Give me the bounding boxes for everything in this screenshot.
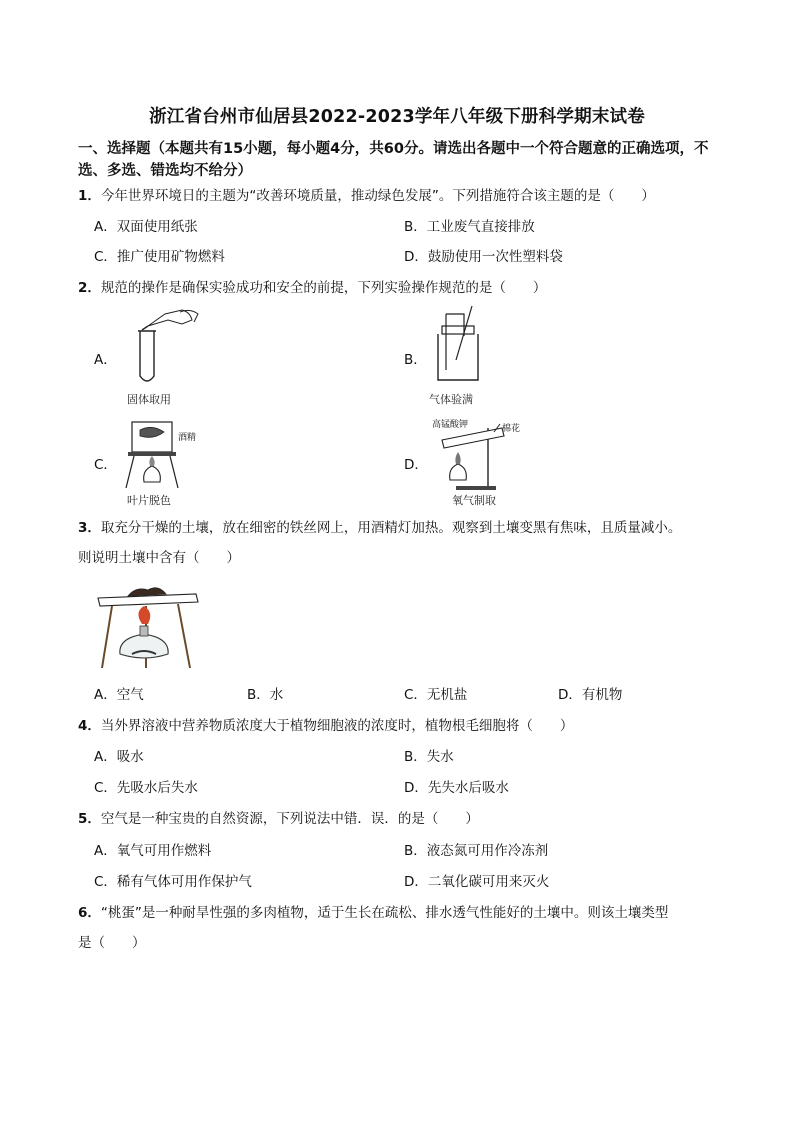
figure-caption: 固体取用 <box>127 393 171 406</box>
option-c[interactable]: C．稀有气体可用作保护气 <box>94 874 252 890</box>
option-c[interactable]: C．推广使用矿物燃料 <box>94 249 225 265</box>
gas-bottle-figure <box>428 306 498 388</box>
leaf-decolor-figure <box>120 416 200 492</box>
question-5 <box>78 809 738 829</box>
question-stem: 取充分干燥的土壤，放在细密的铁丝网上，用酒精灯加热。观察到土壤变黑有焦味，且质量减小。 <box>100 520 682 536</box>
option-d[interactable]: D．有机物 <box>558 687 623 703</box>
question-6-line-2: 是（ ） <box>78 935 146 951</box>
option-a[interactable]: A．空气 <box>94 687 144 703</box>
page-title: 浙江省台州市仙居县2022-2023学年八年级下册科学期末试卷 <box>149 107 645 127</box>
question-2 <box>78 278 738 298</box>
question-stem: 规范的操作是确保实验成功和安全的前提，下列实验操作规范的是（ ） <box>100 280 547 296</box>
option-b[interactable]: B． <box>404 352 427 368</box>
option-c[interactable]: C．无机盐 <box>404 687 468 703</box>
question-6 <box>78 903 738 923</box>
section-heading: 一、选择题（本题共有15小题，每小题4分，共60分。请选出各题中一个符合题意的正确选项，不选、多选、错选均不给分） <box>78 141 709 179</box>
option-b[interactable]: B．工业废气直接排放 <box>404 219 535 235</box>
option-a[interactable]: A．氧气可用作燃料 <box>94 843 212 859</box>
option-d[interactable]: D．二氧化碳可用来灭火 <box>404 874 550 890</box>
option-a[interactable]: A．吸水 <box>94 749 144 765</box>
question-1 <box>78 186 738 206</box>
option-a[interactable]: A．双面使用纸张 <box>94 219 198 235</box>
figure-caption: 气体验满 <box>429 393 473 406</box>
option-c[interactable]: C． <box>94 457 117 473</box>
question-number: 6． <box>78 905 101 921</box>
question-number: 5． <box>78 811 101 827</box>
option-c[interactable]: C．先吸水后失水 <box>94 780 198 796</box>
question-4 <box>78 716 738 736</box>
question-3 <box>78 518 738 538</box>
alcohol-label: 酒精 <box>178 433 197 443</box>
question-stem: 当外界溶液中营养物质浓度大于植物细胞液的浓度时，植物根毛细胞将（ ） <box>100 718 574 734</box>
question-stem: “桃蛋”是一种耐旱性强的多肉植物，适于生长在疏松、排水透气性能好的土壤中。则该土壤类型 <box>100 905 669 921</box>
option-d[interactable]: D．鼓励使用一次性塑料袋 <box>404 249 563 265</box>
figure-caption: 氧气制取 <box>452 494 496 507</box>
option-a[interactable]: A． <box>94 352 117 368</box>
kmno4-label: 高锰酸钾 <box>432 420 469 430</box>
option-d[interactable]: D． <box>404 457 428 473</box>
question-number: 4． <box>78 718 101 734</box>
question-stem: 空气是一种宝贵的自然资源，下列说法中错．误．的是（ ） <box>100 811 479 827</box>
soil-heating-figure <box>92 582 202 672</box>
option-b[interactable]: B．液态氮可用作冷冻剂 <box>404 843 549 859</box>
cotton-label: 棉花 <box>502 424 521 434</box>
question-stem: 今年世界环境日的主题为“改善环境质量，推动绿色发展”。下列措施符合该主题的是（ ） <box>100 188 655 204</box>
option-d[interactable]: D．先失水后吸水 <box>404 780 509 796</box>
test-tube-figure <box>120 306 210 386</box>
option-b[interactable]: B．失水 <box>404 749 454 765</box>
question-number: 2． <box>78 280 101 296</box>
question-number: 3． <box>78 520 101 536</box>
question-number: 1． <box>78 188 101 204</box>
figure-caption: 叶片脱色 <box>127 494 171 507</box>
option-b[interactable]: B．水 <box>247 687 284 703</box>
question-3-line-2: 则说明土壤中含有（ ） <box>78 550 240 566</box>
